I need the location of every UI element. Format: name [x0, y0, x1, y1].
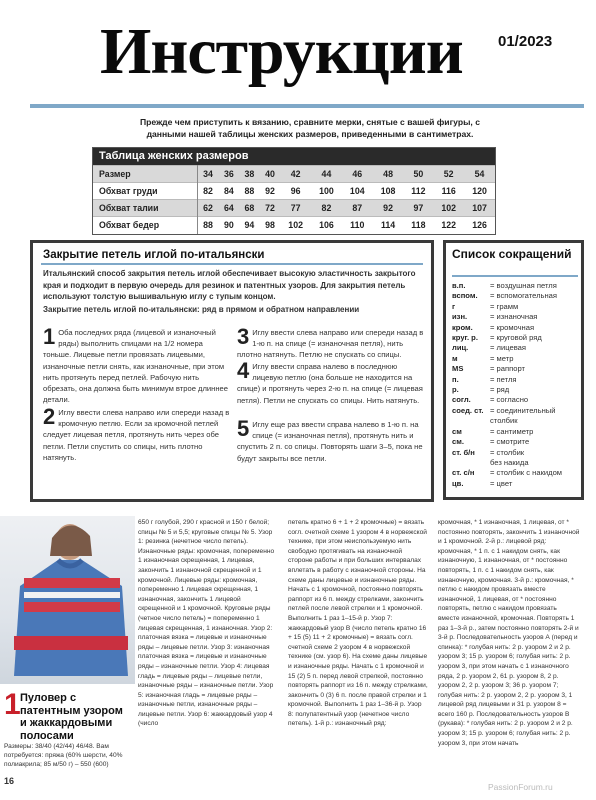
size-table-cell: 34 [197, 166, 219, 183]
abbreviation-row [452, 343, 584, 353]
abbreviation-key [452, 458, 490, 468]
abbreviation-row [452, 427, 584, 437]
abbreviation-key: лиц. [452, 343, 469, 353]
abbreviation-value: = петля [490, 374, 517, 384]
size-table-title: Таблица женских размеров [93, 148, 495, 165]
issue-number: 01/2023 [498, 33, 553, 50]
abbreviation-value: = круговой ряд [490, 333, 542, 343]
abbreviation-row [452, 468, 584, 478]
size-table-row [93, 166, 495, 183]
abbreviation-key: соед. ст. [452, 405, 484, 415]
abbreviation-value: = смотрите [490, 437, 530, 447]
abbreviation-key: MS [452, 364, 464, 374]
size-table-cell: 82 [311, 200, 342, 217]
abbreviation-key: кром. [452, 322, 473, 332]
abbreviation-value: = согласно [490, 395, 529, 405]
box-intro: Итальянский способ закрытия петель иглой обеспечивает высокую эластичность закрытого края и подходит в первую очередь для резинок и патентных узоров. Для закрытия петель используют толстую вышивальную иглу с тупым концом. [43, 269, 416, 301]
abbreviation-value: = изнаночная [490, 312, 538, 322]
size-table-cell: 104 [342, 183, 373, 200]
size-table-cell: 102 [280, 217, 311, 234]
size-table-cell: 107 [464, 200, 495, 217]
size-table-cell: 44 [311, 166, 342, 183]
step-1: 1 Оба последних ряда (лицевой и изнаночный ряды) выполнить спицами на 1/2 номера тоньше. Лицевые петли провязать лицевыми, изнаночные петли снять, как изнаночные, при этом нить протянуть перед петлей. Рабочую нить обрезать, она должна быть минимум втрое длиннее детали. [43, 324, 228, 405]
step-5: 5 Иглу еще раз ввести справа налево в 1-ю п. на спице (= изнаночная петля), протянуть нить и спустить 2 п. со спицы. Повторять шаги 3–5, пока не будут закрыты все петли. [237, 416, 423, 463]
abbreviation-value: = грамм [490, 301, 519, 311]
abbreviation-key: изн. [452, 312, 468, 322]
size-table-cell: 108 [373, 183, 404, 200]
size-table-cell: 88 [197, 217, 219, 234]
abbreviation-key: ст. с/н [452, 468, 475, 478]
abbreviations-list [452, 281, 584, 489]
abbreviation-row [452, 437, 584, 447]
italian-bind-off-box [30, 240, 434, 502]
size-table-cell: 112 [403, 183, 433, 200]
size-table-cell: 106 [311, 217, 342, 234]
size-table-row-label: Обхват талии [93, 200, 197, 217]
abbreviation-row [452, 416, 584, 426]
size-table-cell: 120 [464, 183, 495, 200]
abbreviations-divider [452, 275, 578, 277]
abbreviation-row [452, 395, 584, 405]
step-3: 3 Иглу ввести слева направо или спереди назад в 1-ю п. на спице (= изнаночная петля), нить плотно натянуть. Петлю не спускать со спицы. [237, 324, 424, 360]
size-table-row [93, 183, 495, 200]
abbreviation-value: = ряд [490, 385, 510, 395]
abbreviation-key: см. [452, 437, 464, 447]
size-table-cell: 126 [464, 217, 495, 234]
abbreviation-value: = воздушная петля [490, 281, 557, 290]
size-table-cell: 54 [464, 166, 495, 183]
size-table-cell: 77 [280, 200, 311, 217]
size-table-cell: 98 [260, 217, 281, 234]
size-table-cell: 52 [433, 166, 464, 183]
intro-text: Прежде чем приступить к вязанию, сравните мерки, снятые с вашей фигуры, с данными нашей таблицы женских размеров, приведенными в сантиметрах. [140, 117, 480, 139]
size-table [92, 147, 496, 235]
abbreviation-value: = столбик [490, 447, 525, 457]
size-table-cell: 40 [260, 166, 281, 183]
abbreviation-row [452, 479, 584, 489]
size-table-cell: 100 [311, 183, 342, 200]
size-table-cell: 90 [219, 217, 240, 234]
sweater-illustration [0, 516, 135, 684]
abbreviation-row [452, 354, 584, 364]
size-table-cell: 122 [433, 217, 464, 234]
size-table-cell: 68 [239, 200, 260, 217]
size-table-cell: 96 [280, 183, 311, 200]
abbreviation-value: = столбик с накидом [490, 468, 563, 478]
abbreviation-row [452, 323, 584, 333]
size-table-cell: 88 [239, 183, 260, 200]
abbreviation-key: в.п. [452, 281, 466, 290]
abbreviation-row [452, 385, 584, 395]
abbreviation-key [452, 416, 490, 426]
size-table-cell: 82 [197, 183, 219, 200]
abbreviation-value: столбик [490, 416, 518, 426]
abbreviation-row [452, 458, 584, 468]
size-table-cell: 116 [433, 183, 464, 200]
sweater-photo [0, 516, 135, 684]
abbreviation-row [452, 302, 584, 312]
abbreviation-key: цв. [452, 478, 464, 488]
size-table-row [93, 217, 495, 234]
size-table-cell: 38 [239, 166, 260, 183]
abbreviation-row [452, 448, 584, 458]
abbreviation-key: согл. [452, 395, 471, 405]
abbreviation-value: = цвет [490, 478, 513, 488]
abbreviation-key: вспом. [452, 291, 478, 301]
size-table-cell: 84 [219, 183, 240, 200]
abbreviation-row [452, 291, 584, 301]
size-table-cell: 46 [342, 166, 373, 183]
size-table-cell: 92 [373, 200, 404, 217]
size-table-row-label: Размер [93, 166, 197, 183]
size-table-cell: 87 [342, 200, 373, 217]
abbreviation-value: = метр [490, 353, 514, 363]
abbreviation-row [452, 364, 584, 374]
abbreviation-value: = кромочная [490, 322, 535, 332]
abbreviation-value: = раппорт [490, 364, 525, 374]
watermark: PassionForum.ru [488, 782, 553, 792]
size-table-cell: 48 [373, 166, 404, 183]
abbreviation-key: г [452, 301, 456, 311]
header-divider [30, 104, 584, 108]
abbreviation-row [452, 281, 584, 291]
page-number: 16 [4, 776, 15, 786]
model-title: Пуловер с патентным узором и жаккардовыми полосами [20, 692, 123, 742]
step-2: 2 Иглу ввести слева направо или спереди назад в кромочную петлю. Если за кромочной петлей следует лицевая петля, протянуть нить через обе петли. Петли спустить со спицы, нить плотно натянуть. [43, 404, 230, 462]
abbreviation-value: без накида [490, 457, 529, 467]
size-table-cell: 114 [373, 217, 404, 234]
abbreviation-key: ст. б/н [452, 447, 475, 457]
size-table-grid [93, 165, 495, 234]
size-table-cell: 118 [403, 217, 433, 234]
model-number: 1 [4, 688, 21, 721]
abbreviation-key: круг. р. [452, 333, 478, 343]
abbreviation-key: см [452, 426, 462, 436]
size-table-cell: 36 [219, 166, 240, 183]
abbreviation-key: м [452, 353, 458, 363]
abbreviation-value: = сантиметр [490, 426, 534, 436]
abbreviation-key: р. [452, 385, 459, 395]
abbreviation-row [452, 375, 584, 385]
page-title: Инструкции [100, 15, 463, 88]
size-table-row-label: Обхват груди [93, 183, 197, 200]
size-table-cell: 64 [219, 200, 240, 217]
size-table-cell: 72 [260, 200, 281, 217]
abbreviation-value: = лицевая [490, 343, 526, 353]
instructions-column-3: кромочная, * 1 изнаночная, 1 лицевая, от * постоянно повторять, закончить 1 изнаночной и 1 кромочной. 2-й р.: лицевой ряд: кромочная, * 1 п. с 1 накидом снять, как изнаночную, 1 изнаночная, от * постоянно повторять, 1 п. с 1 накидом снять, как изнаночную, кромочная. 3-й р.: кромочная, * петлю с накидом провязать вместе изнаночной, 1 лицевая, от * постоянно повторять, петлю с накидом провязать вместе изнаночной, кромочная. Повторять 1 раз 1–3-й р., затем постоянно повторять 2-й и 3-й р. Последовательность узоров А (перед и спинка): * голубая нить: 2 р. узором 2 и 2 р. узором 3; 15 р. узором 6; голубая нить: 2 р. узором 3, при этом начать с 1 изнаночного ряда, 2 р. узором 2, 61 р. узором 8, 2 р. узором 2, 2 р. узором 3; 36 р. узором 7; голубая нить: 2 р. узором 2, 2 р. узором 3, 1 лицевой ряд лицевыми и 31 р. узором 8 = всего 160 р. Последовательность узоров В (рукава): * голубая нить: 2 р. узором 2 и 2 р. узором 3; 15 р. узором 6; голубая нить: 2 р. узором 3, при этом начать [438, 519, 580, 747]
size-table-cell: 97 [403, 200, 433, 217]
step-4: 4 Иглу ввести справа налево в последнюю лицевую петлю (она больше не находится на спице) и протянуть через 2-ю п. на спице (= лицевая петля). Петли не спускать со спицы. Нить натянуть. [237, 358, 423, 405]
size-table-cell: 50 [403, 166, 433, 183]
abbreviation-row [452, 333, 584, 343]
abbreviations-box [443, 240, 584, 500]
abbreviations-title: Список сокращений [452, 247, 572, 261]
size-table-row [93, 200, 495, 217]
abbreviation-row [452, 406, 584, 416]
size-table-cell: 94 [239, 217, 260, 234]
abbreviation-key: п. [452, 374, 459, 384]
box-title: Закрытие петель иглой по-итальянски [43, 249, 265, 261]
size-table-cell: 102 [433, 200, 464, 217]
model-materials: Размеры: 38/40 (42/44) 46/48. Вам потребуется: пряжа (60% шерсти, 40% полиакрила; 85 м/50 г) – 550 (600) [4, 743, 123, 769]
abbreviation-value: = соединительный [490, 405, 556, 415]
abbreviation-value: = вспомогательная [490, 291, 558, 301]
size-table-cell: 62 [197, 200, 219, 217]
instructions-column-1: 650 г голубой, 290 г красной и 150 г белой; спицы № 5 и 5,5; круговые спицы № 5. Узор 1: резинка (нечетное число петель). Изнаночные ряды: кромочная, попеременно 1 изнаночная скрещенная, 1 лицевая, закончить 1 изнаночной скрещенной и 1 кромочной. Лицевые ряды: кромочная, попеременно 1 лицевая скрещенная, 1 изнаночная, закончить 1 лицевой скрещенной и 1 кромочной. Круговые ряды (четное число петель) = попеременно 1 лицевая скрещенная, 1 изнаночная. Узор 2: платочная вязка = лицевые и изнаночные ряды – лицевые петли. Узор 3: изнаночная платочная вязка = лицевые и изнаночные ряды – изнаночные петли. Узор 4: лицевая гладь = лицевые ряды – лицевые петли, изнаночные ряды – изнаночные петли. Узор 5: изнаночная гладь = лицевые ряды – изнаночные петли, изнаночные ряды – лицевые петли. Узор 6: жаккардовый узор 4 (число [138, 519, 275, 728]
abbreviation-row [452, 312, 584, 322]
box-subtitle: Закрытие петель иглой по-итальянски: ряд в прямом и обратном направлении [43, 305, 360, 314]
size-table-cell: 92 [260, 183, 281, 200]
box-divider [41, 263, 423, 265]
instructions-column-2: петель кратно 6 + 1 + 2 кромочные) = вязать согл. счетной схеме 1 узором 4 в норвежской технике, при этом неиспользуемую нить свободно протягивать на изнаночной стороне работы и при больших интервалах вплетать в работу с изнаночной стороны. На схеме даны лицевые и изнаночные ряды. Начать с 1 кромочной, постоянно повторять раппорт из 6 п. между стрелками, закончить петлей после левой стрелки и 1 кромочной. Выполнить 1 раз 1–15-й р. Узор 7: жаккардовый узор В (число петель кратно 16 + 15 (5) 11 + 2 кромочные) = вязать согл. счетной схеме 2 узором 4 в норвежской технике (см. узор 6). На схеме даны лицевые и изнаночные ряды. Начать с 1 кромочной и 15 (2) 5 п. перед левой стрелкой, постоянно повторять раппорт из 16 п. между стрелками, закончить 0 (3) 6 п. после правой стрелки и 1 кромочной. Выполнить 1 раз 1–36-й р. Узор 8: полупатентный узор (нечетное число петель). 1-й р.: изнаночный ряд: [288, 519, 428, 728]
size-table-row-label: Обхват бедер [93, 217, 197, 234]
size-table-cell: 110 [342, 217, 373, 234]
size-table-cell: 42 [280, 166, 311, 183]
